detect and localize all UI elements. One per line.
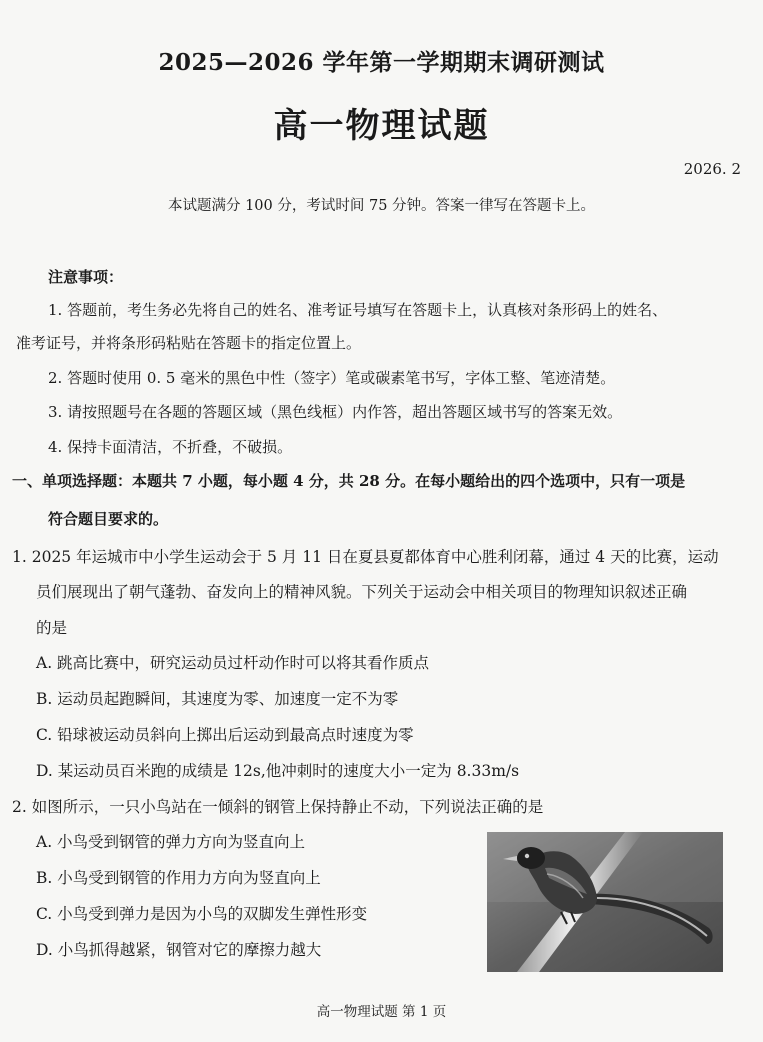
q2-stem: 2. 如图所示，一只小鸟站在一倾斜的钢管上保持静止不动，下列说法正确的是 [12, 798, 544, 816]
exam-title: 2025—2026 学年第一学期期末调研测试 [158, 49, 605, 76]
bird-on-pipe-illustration [487, 832, 723, 972]
bird-head [517, 847, 545, 869]
note-1-line-2: 准考证号，并将条形码粘贴在答题卡的指定位置上。 [16, 334, 362, 352]
q1-option-c: C. 铅球被运动员斜向上掷出后运动到最高点时速度为零 [36, 726, 414, 744]
page-footer: 高一物理试题 第 1 页 [316, 1004, 447, 1020]
q2-option-d: D. 小鸟抓得越紧，钢管对它的摩擦力越大 [36, 941, 322, 959]
q1-option-d: D. 某运动员百米跑的成绩是 12s,他冲刺时的速度大小一定为 8.33m/s [36, 762, 520, 780]
section-1-line-1: 一、单项选择题：本题共 7 小题，每小题 4 分，共 28 分。在每小题给出的四个选项中，只有一项是 [12, 472, 686, 490]
exam-intro: 本试题满分 100 分，考试时间 75 分钟。答案一律写在答题卡上。 [167, 198, 596, 214]
q1-stem-line-3: 的是 [36, 619, 68, 637]
note-4: 4. 保持卡面清洁，不折叠，不破损。 [48, 438, 293, 456]
q1-stem-line-1: 1. 2025 年运城市中小学生运动会于 5 月 11 日在夏县夏都体育中心胜利闭幕，通过 4 天的比赛，运动 [12, 548, 719, 566]
note-2: 2. 答题时使用 0. 5 毫米的黑色中性（签字）笔或碳素笔书写，字体工整、笔迹清楚。 [48, 369, 616, 387]
notes-heading: 注意事项： [48, 268, 124, 286]
q2-option-b: B. 小鸟受到钢管的作用力方向为竖直向上 [36, 869, 321, 887]
note-3: 3. 请按照题号在各题的答题区域（黑色线框）内作答，超出答题区域书写的答案无效。 [48, 403, 623, 421]
q2-option-c: C. 小鸟受到弹力是因为小鸟的双脚发生弹性形变 [36, 905, 368, 923]
q1-option-a: A. 跳高比赛中，研究运动员过杆动作时可以将其看作质点 [36, 654, 430, 672]
section-1-line-2: 符合题目要求的。 [48, 510, 169, 528]
exam-date: 2026. 2 [683, 160, 741, 178]
subject-title: 高一物理试题 [273, 106, 490, 146]
note-1-line-1: 1. 答题前，考生务必先将自己的姓名、准考证号填写在答题卡上，认真核对条形码上的姓名、 [48, 301, 668, 319]
bird-on-pipe-photo [487, 832, 723, 972]
q2-option-a: A. 小鸟受到钢管的弹力方向为竖直向上 [36, 833, 306, 851]
q1-stem-line-2: 员们展现出了朝气蓬勃、奋发向上的精神风貌。下列关于运动会中相关项目的物理知识叙述正确 [36, 583, 688, 601]
q1-option-b: B. 运动员起跑瞬间，其速度为零、加速度一定不为零 [36, 690, 399, 708]
